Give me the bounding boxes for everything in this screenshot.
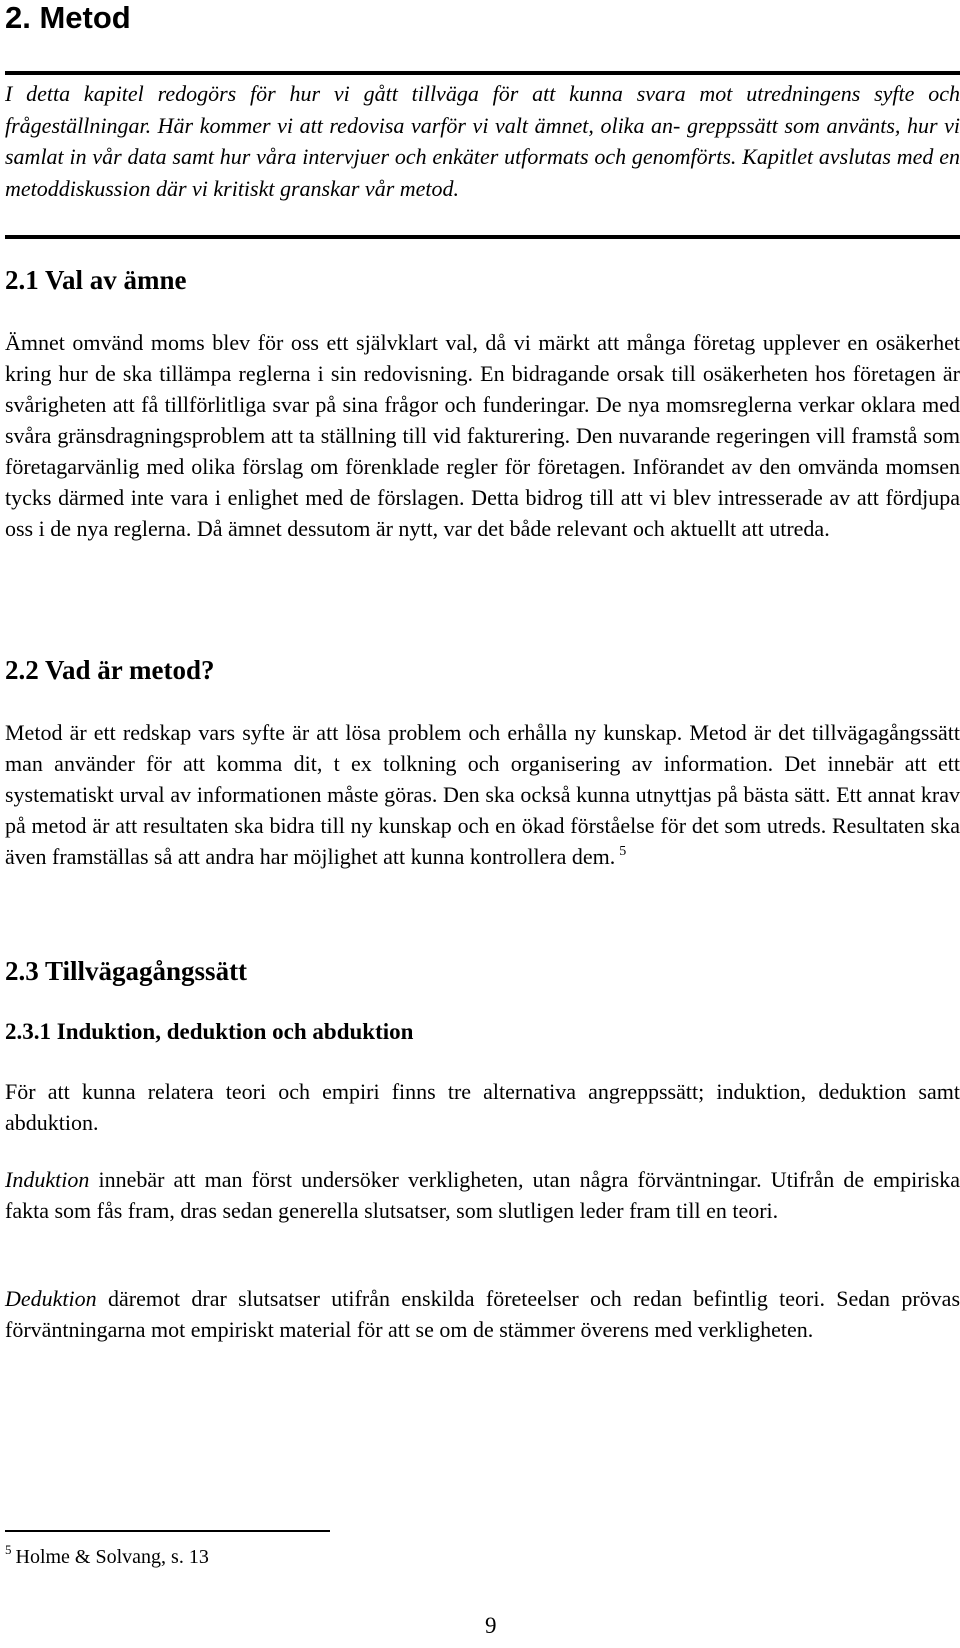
page-number: 9 — [485, 1613, 497, 1638]
deduktion-term: Deduktion — [5, 1286, 97, 1311]
section-heading-2-2: 2.2 Vad är metod? — [5, 655, 215, 685]
chapter-intro — [5, 78, 960, 204]
section-heading-2-3: 2.3 Tillvägagångssätt — [5, 956, 248, 986]
section-heading-2-1: 2.1 Val av ämne — [5, 265, 187, 295]
section-2-1-paragraph: Ämnet omvänd moms blev för oss ett självklart val, då vi märkt att många företag upplever en osäkerhet kring hur de ska tillämpa reglerna i sin redovisning. En bidragande orsak till osäkerheten hos företagen är svårigheten att få tillförlitliga svar på sina frågor och funderingar. De nya momsreglerna verkar oklara med svåra gränsdragningsproblem att ta ställning till vid fakturering. Den nuvarande regeringen vill framstå som företagarvänlig med olika förslag om förenklade regler för företagen. Införandet av den omvända momsen tycks därmed inte vara i enlighet med de förslagen. Detta bidrog till att vi blev intresserade av att fördjupa oss i de nya reglerna. Då ämnet dessutom är nytt, var det både relevant och aktuellt att utreda. — [5, 330, 960, 541]
footnote-reference[interactable]: 5 — [619, 844, 627, 859]
intro-line: syfte och frågeställningar. Här kommer vi att redovisa varför vi valt ämnet, olika an- — [5, 81, 960, 138]
footnote-text: Holme & Solvang, s. 13 — [15, 1546, 209, 1568]
induktion-paragraph — [5, 1164, 960, 1226]
intro-top-rule — [5, 71, 960, 75]
deduktion-text: däremot drar slutsatser utifrån enskilda företeelser och redan befintlig teori. Sedan prövas förväntningarna mot empiriskt material för att se om de stämmer överens med verkligheten. — [5, 1286, 960, 1342]
footnote — [5, 1544, 209, 1570]
intro-line: granskar vår metod. — [279, 175, 460, 201]
section-2-2-paragraph — [5, 717, 960, 872]
induktion-term: Induktion — [5, 1167, 90, 1192]
deduktion-paragraph — [5, 1283, 960, 1345]
intro-line: I detta kapitel redogörs för hur vi gått tillväga för att kunna svara mot utredningens — [5, 81, 861, 106]
footnote-number: 5 — [5, 1542, 12, 1557]
approaches-paragraph: För att kunna relatera teori och empiri finns tre alternativa angreppssätt; induktion, deduktion samt abduktion. — [5, 1079, 960, 1135]
intro-bottom-rule — [5, 235, 960, 239]
section-heading-2-3-1: 2.3.1 Induktion, deduktion och abduktion — [5, 1019, 414, 1044]
chapter-title: 2. Metod — [5, 0, 131, 35]
intro-line: greppssätt som använts, hur vi samlat in vår data samt hur våra intervjuer och enkäter — [5, 112, 960, 169]
footnote-separator — [5, 1530, 330, 1532]
intro-line: utformats och genomförts. Kapitlet avslutas med en metoddiskussion där vi kritiskt — [5, 144, 960, 201]
section-2-2-text: Metod är ett redskap vars syfte är att lösa problem och erhålla ny kunskap. Metod är det tillvägagångssätt man använder för att komma dit, t ex tolkning och organisering av information. Det innebär att ett systematiskt urval av informationen måste göras. Den ska också kunna utnyttjas på bästa sätt. Ett annat krav på metod är att resultaten ska bidra till ny kunskap och en ökad förståelse för det som utreds. Resultaten ska även framställas så att andra har möjlighet att kunna kontrollera dem. — [5, 720, 960, 869]
induktion-text: innebär att man först undersöker verkligheten, utan några förväntningar. Utifrån de empiriska fakta som fås fram, dras sedan generella slutsatser, som slutligen leder fram till en teori. — [5, 1167, 960, 1223]
